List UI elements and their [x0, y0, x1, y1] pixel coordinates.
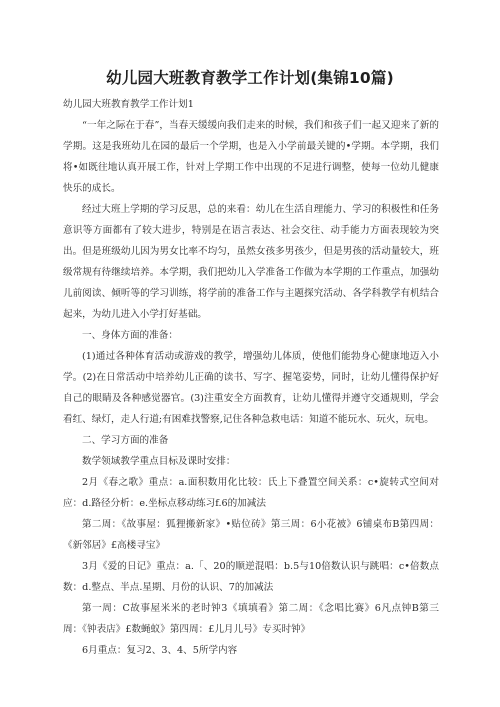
section-heading: 二、学习方面的准备 — [82, 435, 169, 446]
paragraph: 第二周：《故事屋：狐狸搬新家》•贴位砖》第三周：6小花被》6铺桌布B第四周：《新邻居》£高楼寻宝》 — [63, 519, 439, 551]
paragraph: 第一周：C故事屋米米的老时钟3《填填看》第二周：《念唱比赛》6凡点钟B第三周：《钟表店》£数蝇蚁》第四周：£儿月儿号》专买时钟》 — [63, 603, 439, 635]
paragraph: 经过大班上学期的学习反思，总的来看：幼儿在生活自理能力、学习的积极性和任务意识等方面都有了较大进步，特别是在语言表达、社会交往、动手能力方面表现较为突出。但是班级幼儿因为男女比率不均匀，虽然女孩多男孩少，但是男孩的活动量较大，班级常规有待继续培养。本学期，我们把幼儿入学准备工作做为本学期的工作重点，加强幼儿前阅读、倾听等的学习训练，将学前的准备工作与主题探究活动、各学科教学有机结合起来，为幼儿进入小学打好基础。 — [63, 204, 439, 320]
document-body — [63, 94, 439, 661]
paragraph: (1)通过各种体育活动或游戏的教学，增强幼儿体质，使他们能勃身心健康地迈入小学。(2)在日常活动中培养幼儿正确的读书、写字、握笔姿势，同时，让幼儿懂得保护好自己的眼睛及各种感觉器官。(3)注重安全方面教育，让幼儿懂得并遵守交通规则，学会看红、绿灯，走人行道;有困难找警察,记住各种急救电话：知道不能玩水、玩火，玩电。 — [63, 351, 439, 425]
paragraph: 6月重点：复习2、3、4、5所学内容 — [82, 645, 238, 656]
paragraph: 2月《春之歌》重点：a.面积数用化比较：氏上下叠置空间关系：c•旋转式空间对应：d.路径分析：e.坐标点移动练习f.6的加减法 — [63, 477, 439, 509]
paragraph: “一年之际在于春”，当春天缓缓向我们走来的时候，我们和孩子们一起又迎来了新的学期。这是我班幼儿在园的最后一个学期，也是入小学前最关键的•学期。本学期，我们将•如既往地认真开展工作，针对上学期工作中出现的不足进行调整，使每一位幼儿健康快乐的成长。 — [63, 120, 439, 194]
document-title: 幼儿园大班教育教学工作计划(集锦10篇) — [106, 69, 394, 87]
section-heading: 幼儿园大班教育教学工作计划1 — [63, 99, 194, 110]
paragraph: 数学领域教学重点目标及课时安排： — [82, 456, 236, 467]
section-heading: 一、身体方面的准备： — [82, 330, 178, 341]
paragraph: 3月《爱的日记》重点：a.「、20的顺逆混唱：b.5与10倍数认识与跳唱：c•倍数点数：d.整点、半点.星期、月份的认识、7的加减法 — [63, 561, 439, 593]
